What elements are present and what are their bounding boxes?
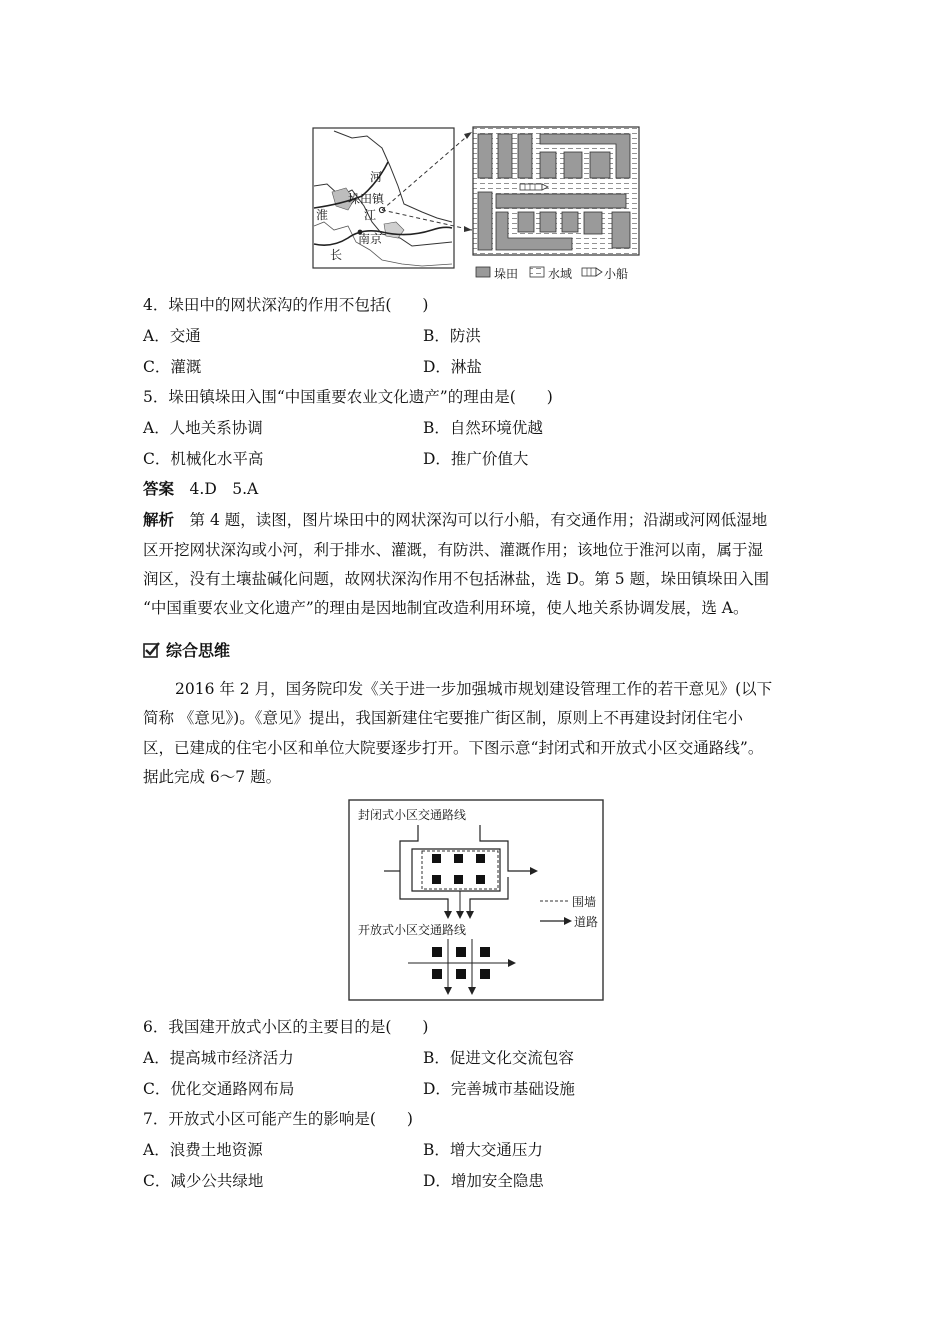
map-label-duotian-town: 垛田镇	[348, 192, 385, 206]
question-5-option-a: A．人地关系协调	[143, 419, 263, 437]
legend-duotian-swatch	[476, 267, 490, 277]
section-title: 综合思维	[165, 641, 230, 660]
question-5-option-c: C．机械化水平高	[143, 450, 264, 468]
answer-label: 答案	[143, 480, 175, 498]
analysis-label: 解析	[143, 511, 175, 529]
section-heading	[143, 640, 230, 662]
legend-road-label: 道路	[574, 915, 599, 929]
question-7-option-a: A．浪费土地资源	[143, 1141, 263, 1159]
map-label-jiang: 江	[364, 208, 377, 222]
intro-line-3: 区，已建成的住宅小区和单位大院要逐步打开。下图示意“封闭式和开放式小区交通路线”。	[143, 739, 764, 757]
question-7-option-c: C．减少公共绿地	[143, 1172, 264, 1190]
figure-community-routes	[348, 799, 604, 1001]
question-4-option-b: B．防洪	[423, 327, 481, 345]
analysis-line-2: 区开挖网状深沟或小河，利于排水、灌溉，有防洪、灌溉作用；该地位于淮河以南，属于湿	[143, 541, 764, 559]
question-4-stem: 4．垛田中的网状深沟的作用不包括( )	[143, 296, 429, 314]
intro-line-1: 2016 年 2 月，国务院印发《关于进一步加强城市规划建设管理工作的若干意见》(以下	[175, 680, 773, 698]
analysis-text-1: 第 4 题，读图，图片垛田中的网状深沟可以行小船，有交通作用；沿湖或河网低湿地	[189, 511, 768, 529]
answer-text: 4.D 5.A	[189, 480, 259, 498]
legend-boat-label: 小船	[604, 267, 629, 281]
legend-water-swatch	[530, 267, 544, 277]
analysis-line-3: 润区，没有土壤盐碱化问题，故网状深沟作用不包括淋盐，选 D。第 5 题，垛田镇垛田入围	[143, 570, 770, 588]
question-6-option-a: A．提高城市经济活力	[143, 1049, 294, 1067]
legend-boat-icon	[582, 268, 602, 276]
question-4-option-d: D．淋盐	[423, 358, 482, 376]
checkbox-checked-icon	[143, 641, 161, 659]
question-7-option-b: B．增大交通压力	[423, 1141, 543, 1159]
boat-icon	[520, 184, 548, 190]
question-7-option-d: D．增加安全隐患	[423, 1172, 544, 1190]
closed-community-title: 封闭式小区交通路线	[358, 808, 467, 822]
legend-duotian-label: 垛田	[494, 267, 519, 281]
question-6-option-b: B．促进文化交流包容	[423, 1049, 574, 1067]
question-6-stem: 6．我国建开放式小区的主要目的是( )	[143, 1018, 429, 1036]
map-label-huai: 淮	[316, 208, 329, 222]
intro-line-2: 简称 《意见》)。《意见》提出，我国新建住宅要推广街区制，原则上不再建设封闭住宅小	[143, 709, 743, 727]
question-7-stem: 7．开放式小区可能产生的影响是( )	[143, 1110, 413, 1128]
answer-line	[143, 478, 258, 500]
legend-water-label: 水域	[548, 267, 573, 281]
question-4-option-a: A．交通	[143, 327, 201, 345]
map-label-chang: 长	[330, 248, 343, 262]
map-label-he: 河	[370, 170, 383, 184]
community-routes-svg	[348, 799, 604, 1001]
open-community-title: 开放式小区交通路线	[358, 923, 467, 937]
legend-wall-label: 围墙	[572, 895, 597, 909]
question-5-option-d: D．推广价值大	[423, 450, 529, 468]
analysis-line-1	[143, 509, 767, 531]
intro-line-4: 据此完成 6～7 题。	[143, 768, 282, 786]
question-5-option-b: B．自然环境优越	[423, 419, 543, 437]
analysis-line-4: “中国重要农业文化遗产”的理由是因地制宜改造利用环境，使人地关系协调发展，选 A。	[143, 599, 749, 617]
map-label-nanjing: 南京	[358, 232, 383, 246]
question-5-stem: 5．垛田镇垛田入围“中国重要农业文化遗产”的理由是( )	[143, 388, 553, 406]
question-6-option-d: D．完善城市基础设施	[423, 1080, 575, 1098]
figure-duotian-map	[312, 126, 642, 286]
question-4-option-c: C．灌溉	[143, 358, 202, 376]
question-6-option-c: C．优化交通路网布局	[143, 1080, 295, 1098]
